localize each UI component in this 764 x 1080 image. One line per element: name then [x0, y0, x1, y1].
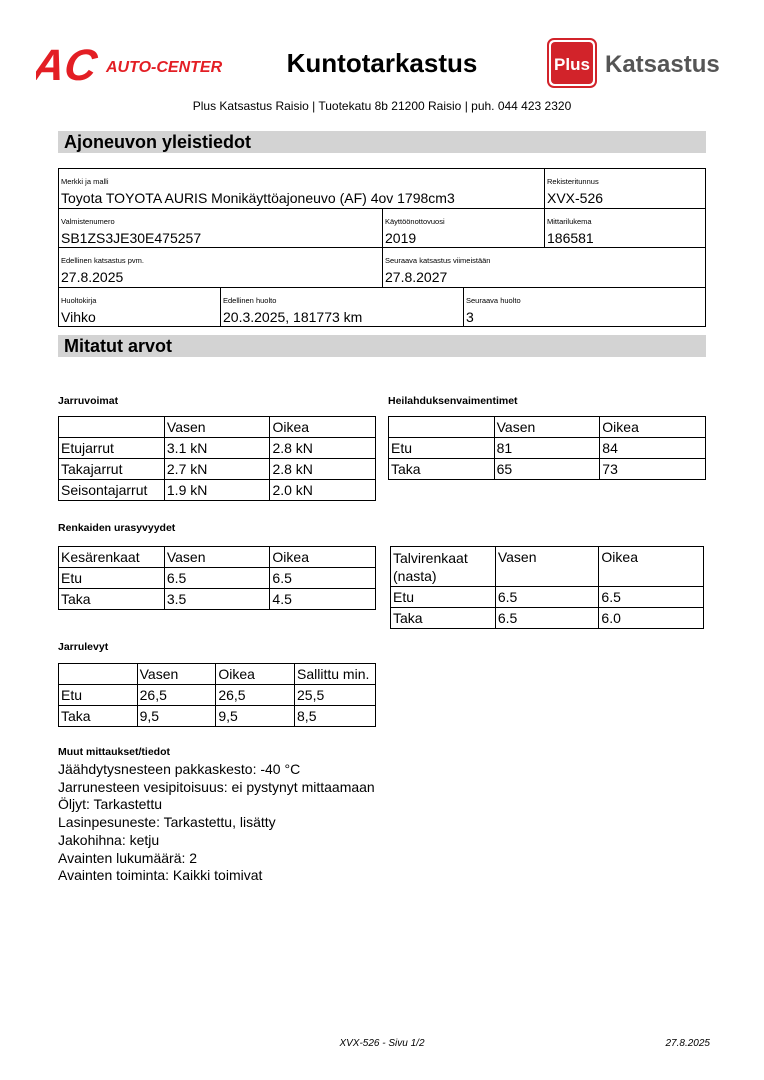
katsastus-logo-text: Katsastus — [605, 51, 720, 78]
table-row — [59, 685, 376, 706]
table-row — [389, 438, 706, 459]
note-line: Jakohihna: ketju — [58, 832, 160, 848]
brakes-cell: 2.7 kN — [164, 459, 270, 480]
discs-header-cell: Vasen — [137, 664, 216, 685]
table-row — [59, 589, 376, 610]
brakes-cell: 3.1 kN — [164, 438, 270, 459]
plus-katsastus-logo — [547, 38, 727, 88]
winter-header-row — [391, 547, 704, 587]
note-line: Jäähdytysnesteen pakkaskesto: -40 °C — [58, 761, 301, 777]
summer-cell: 6.5 — [164, 568, 270, 589]
table-row — [59, 568, 376, 589]
discs-header-cell: Sallittu min. — [295, 664, 376, 685]
note-line: Avainten lukumäärä: 2 — [58, 850, 198, 866]
shocks-cell: Taka — [389, 459, 495, 480]
shocks-cell: 81 — [494, 438, 600, 459]
brakes-header-cell: Vasen — [164, 417, 270, 438]
shocks-header-cell: Oikea — [600, 417, 706, 438]
shocks-cell: Etu — [389, 438, 495, 459]
auto-center-logo-text: AUTO-CENTER — [106, 59, 223, 76]
prev-service-cell — [221, 288, 464, 326]
summer-cell: 4.5 — [270, 589, 376, 610]
odometer-value: 186581 — [547, 230, 594, 246]
note-line: Jarrunesteen vesipitoisuus: ei pystynyt mittaamaan — [58, 779, 375, 795]
discs-title: Jarrulevyt — [58, 641, 109, 653]
brake-discs-table — [58, 663, 376, 727]
brakes-table — [58, 416, 376, 501]
prev-inspection-cell — [59, 248, 383, 288]
footer-date: 27.8.2025 — [665, 1038, 710, 1049]
winter-cell: 6.5 — [599, 587, 704, 608]
vehicle-info-grid — [58, 168, 706, 327]
brakes-cell: Takajarrut — [59, 459, 165, 480]
notes-title: Muut mittaukset/tiedot — [58, 746, 170, 758]
discs-cell: Etu — [59, 685, 138, 706]
table-row — [59, 459, 376, 480]
discs-cell: Taka — [59, 706, 138, 727]
shocks-header-cell: Vasen — [494, 417, 600, 438]
summer-cell: Taka — [59, 589, 165, 610]
table-row — [59, 438, 376, 459]
summer-header-row — [59, 547, 376, 568]
winter-cell: Etu — [391, 587, 496, 608]
vin-cell — [59, 209, 383, 248]
next-inspection-value: 27.8.2027 — [385, 269, 448, 285]
table-row — [391, 587, 704, 608]
discs-cell: 9,5 — [216, 706, 295, 727]
summer-tires-table — [58, 546, 376, 610]
reg-value: XVX-526 — [547, 190, 604, 206]
prev-inspection-value: 27.8.2025 — [61, 269, 124, 285]
discs-cell: 25,5 — [295, 685, 376, 706]
note-line: Avainten toiminta: Kaikki toimivat — [58, 867, 263, 883]
discs-cell: 9,5 — [137, 706, 216, 727]
brakes-cell: Etujarrut — [59, 438, 165, 459]
winter-header-cell: Vasen — [495, 547, 599, 587]
winter-header-line1: Talvirenkaat — [393, 550, 468, 566]
next-inspection-cell — [383, 248, 705, 288]
year-value: 2019 — [385, 230, 417, 246]
winter-cell: 6.5 — [495, 608, 599, 629]
winter-tires-table — [390, 546, 704, 629]
summer-header-cell: Oikea — [270, 547, 376, 568]
plus-badge-text: Plus — [554, 55, 590, 74]
table-row — [59, 706, 376, 727]
winter-cell: 6.5 — [495, 587, 599, 608]
discs-header-row — [59, 664, 376, 685]
make-cell — [59, 169, 545, 209]
contact-line: Plus Katsastus Raisio | Tuotekatu 8b 21200 Raisio | puh. 044 423 2320 — [192, 99, 572, 113]
next-service-value: 3 — [466, 309, 474, 325]
summer-cell: Etu — [59, 568, 165, 589]
year-label: Käyttöönottovuosi — [385, 217, 445, 226]
reg-cell — [545, 169, 705, 209]
table-row — [391, 608, 704, 629]
note-line: Öljyt: Tarkastettu — [58, 796, 163, 812]
discs-header-cell — [59, 664, 138, 685]
shocks-header-cell — [389, 417, 495, 438]
next-inspection-label: Seuraava katsastus viimeistään — [385, 256, 491, 265]
shocks-table — [388, 416, 706, 480]
vin-label: Valmistenumero — [61, 217, 115, 226]
winter-cell: 6.0 — [599, 608, 704, 629]
brakes-cell: 1.9 kN — [164, 480, 270, 501]
prev-inspection-label: Edellinen katsastus pvm. — [61, 256, 144, 265]
odometer-cell — [545, 209, 705, 248]
winter-header-cell — [391, 547, 496, 587]
brakes-title: Jarruvoimat — [58, 395, 119, 407]
brakes-header-cell: Oikea — [270, 417, 376, 438]
shocks-header-row — [389, 417, 706, 438]
table-row — [59, 480, 376, 501]
summer-cell: 6.5 — [270, 568, 376, 589]
shocks-cell: 65 — [494, 459, 600, 480]
summer-header-cell: Kesärenkaat — [59, 547, 165, 568]
make-value: Toyota TOYOTA AURIS Monikäyttöajoneuvo (AF) 4ov 1798cm3 — [61, 190, 455, 206]
brakes-cell: Seisontajarrut — [59, 480, 165, 501]
section-general-heading: Ajoneuvon yleistiedot — [58, 131, 706, 153]
odometer-label: Mittarilukema — [547, 217, 592, 226]
discs-cell: 26,5 — [216, 685, 295, 706]
servicebook-cell — [59, 288, 221, 326]
prev-service-label: Edellinen huolto — [223, 296, 277, 305]
shocks-cell: 73 — [600, 459, 706, 480]
vin-value: SB1ZS3JE30E475257 — [61, 230, 202, 246]
next-service-label: Seuraava huolto — [466, 296, 521, 305]
winter-cell: Taka — [391, 608, 496, 629]
prev-service-value: 20.3.2025, 181773 km — [223, 309, 363, 325]
section-measured-heading: Mitatut arvot — [58, 335, 706, 357]
make-label: Merkki ja malli — [61, 177, 109, 186]
brakes-header-row — [59, 417, 376, 438]
next-service-cell — [464, 288, 705, 326]
shocks-cell: 84 — [600, 438, 706, 459]
summer-cell: 3.5 — [164, 589, 270, 610]
auto-center-logo-mark: AC — [36, 44, 100, 86]
shocks-title: Heilahduksenvaimentimet — [388, 395, 518, 407]
brakes-cell: 2.8 kN — [270, 459, 376, 480]
servicebook-value: Vihko — [61, 309, 96, 325]
footer-page: XVX-526 - Sivu 1/2 — [339, 1038, 425, 1049]
winter-header-cell: Oikea — [599, 547, 704, 587]
year-cell — [383, 209, 545, 248]
note-line: Lasinpesuneste: Tarkastettu, lisätty — [58, 814, 276, 830]
brakes-cell: 2.0 kN — [270, 480, 376, 501]
discs-cell: 26,5 — [137, 685, 216, 706]
tread-title: Renkaiden urasyvyydet — [58, 522, 176, 534]
summer-header-cell: Vasen — [164, 547, 270, 568]
document-title: Kuntotarkastus — [286, 48, 478, 78]
reg-label: Rekisteritunnus — [547, 177, 599, 186]
brakes-cell: 2.8 kN — [270, 438, 376, 459]
discs-cell: 8,5 — [295, 706, 376, 727]
winter-header-line2: (nasta) — [393, 568, 437, 584]
discs-header-cell: Oikea — [216, 664, 295, 685]
brakes-header-cell — [59, 417, 165, 438]
table-row — [389, 459, 706, 480]
servicebook-label: Huoltokirja — [61, 296, 97, 305]
